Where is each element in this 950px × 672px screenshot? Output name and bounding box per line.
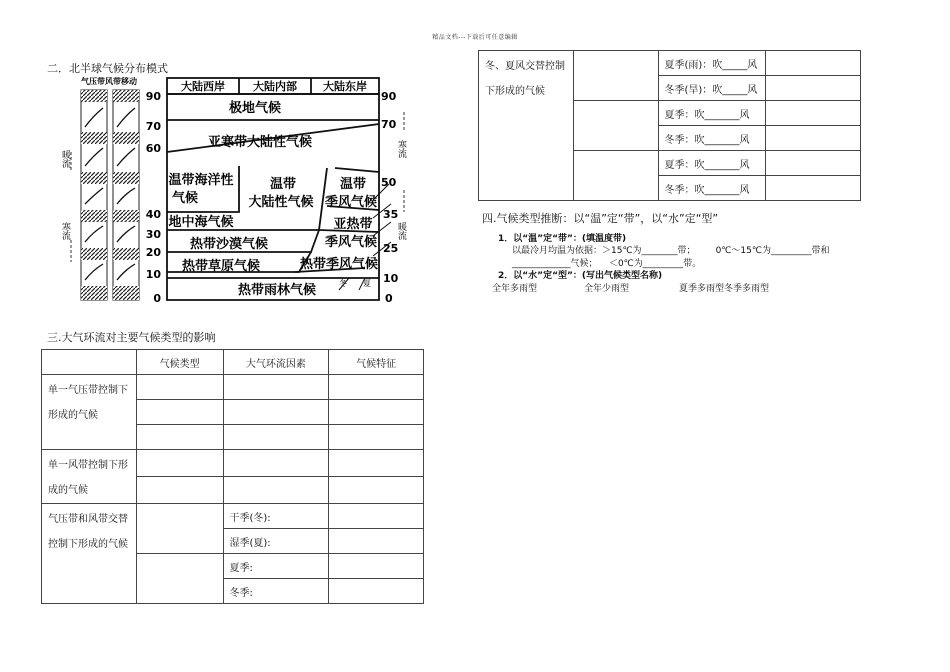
climate-savanna: 热带草原气候	[181, 259, 261, 274]
winter-label: 冬季:	[223, 579, 329, 604]
left-lat-30: 30	[145, 228, 161, 241]
climate-polar: 极地气候	[228, 101, 282, 116]
summer-label: 夏季:	[223, 554, 329, 579]
rule-2-title: 2．以“水”定“型”：(写出气候类型名称)	[498, 271, 663, 281]
left-lat-20: 20	[145, 246, 161, 259]
monsoon-r4: 冬季：吹_______风	[658, 126, 766, 151]
section-3-title: 三.大气环流对主要气候类型的影响	[47, 331, 216, 344]
right-lat-50: 50	[381, 176, 397, 189]
right-lat-70: 70	[381, 118, 397, 131]
climate-labels	[168, 79, 378, 298]
climate-distribution-diagram	[55, 72, 415, 312]
monsoon-table	[478, 50, 861, 201]
climate-subtropical-monsoon-a: 亚热带	[333, 217, 373, 232]
right-lat-90: 90	[381, 90, 397, 103]
belt-strips	[81, 90, 139, 300]
header-climate-feature: 气候特征	[329, 350, 424, 375]
summer-mark: 夏	[363, 279, 371, 288]
section-2-title: 二．北半球气候分布模式	[47, 62, 168, 75]
left-lat-60: 60	[145, 142, 161, 155]
rule-1-line-a: 以最冷月均温为依据：＞15℃为________带； 0℃～15℃为_________带和	[512, 246, 830, 256]
climate-marine-b: 气候	[171, 191, 199, 206]
climate-rainforest: 热带雨林气候	[237, 283, 317, 298]
left-lat-40: 40	[145, 208, 161, 221]
row-single-pressure: 单一气压带控制下形成的气候	[42, 375, 137, 450]
climate-tropical-monsoon: 热带季风气候	[299, 257, 379, 272]
left-cold-current-label: 寒流	[60, 222, 70, 240]
monsoon-r2: 冬季(旱)：吹_____风	[658, 76, 766, 101]
left-lat-10: 10	[145, 268, 161, 281]
left-latitude-labels	[146, 90, 162, 305]
dry-season-label: 干季(冬):	[223, 504, 329, 529]
row-alternating: 气压带和风带交替控制下形成的气候	[42, 504, 137, 604]
type-seasonal: 夏季多雨型冬季多雨型	[679, 284, 770, 294]
climate-subtropical-monsoon-b: 季风气候	[324, 235, 378, 250]
circulation-table	[41, 349, 424, 604]
right-lat-35: 35	[383, 208, 399, 221]
row-single-wind: 单一风带控制下形成的气候	[42, 450, 137, 504]
right-warm-current-label: 暖流	[396, 222, 406, 240]
header-climate-type: 气候类型	[136, 350, 223, 375]
right-lat-10: 10	[383, 272, 399, 285]
col-west-coast: 大陆西岸	[181, 80, 225, 93]
monsoon-r6: 冬季：吹_______风	[658, 176, 766, 201]
type-all-year-dry: 全年少雨型	[584, 284, 630, 294]
climate-marine-a: 温带海洋性	[168, 173, 234, 188]
col-east-coast: 大陆东岸	[323, 80, 367, 93]
section-4-title: 四.气候类型推断：以“温”定“带”，以“水”定“型”	[482, 212, 719, 225]
climate-temp-monsoon-b: 季风气候	[324, 195, 378, 210]
type-all-year-wet: 全年多雨型	[492, 284, 538, 294]
wet-season-label: 湿季(夏):	[223, 529, 329, 554]
rule-1-title: 1．以“温”定“带”：(填温度带)	[498, 234, 627, 244]
climate-temp-monsoon-a: 温带	[339, 177, 367, 192]
climate-mediterranean: 地中海气候	[168, 215, 234, 230]
belt-move-label: 气压带风带移动	[81, 77, 137, 86]
right-cold-current-label: 寒流	[396, 140, 406, 158]
right-latitude-labels	[381, 90, 399, 305]
winter-mark: 冬	[339, 279, 347, 288]
page-header: 精品文档---下载后可任意编辑	[432, 34, 518, 41]
left-warm-current-label: 暖流	[60, 150, 70, 168]
climate-subarctic: 亚寒带大陆性气候	[207, 135, 313, 150]
left-lat-90: 90	[145, 90, 161, 103]
right-lat-25: 25	[383, 242, 399, 255]
row-monsoon-alternating: 冬、夏风交替控制下形成的气候	[479, 51, 574, 201]
left-lat-70: 70	[145, 120, 161, 133]
climate-desert: 热带沙漠气候	[189, 237, 269, 252]
climate-temp-continental-b: 大陆性气候	[248, 195, 314, 210]
monsoon-r3: 夏季：吹_______风	[658, 101, 766, 126]
col-interior: 大陆内部	[253, 80, 297, 93]
right-lat-0: 0	[385, 292, 393, 305]
left-lat-0: 0	[153, 292, 161, 305]
monsoon-r1: 夏季(雨)：吹_____风	[658, 51, 766, 76]
rule-1-line-b: _____________气候； ＜0℃为_________带。	[512, 259, 702, 269]
monsoon-r5: 夏季：吹_______风	[658, 151, 766, 176]
header-circulation-factor: 大气环流因素	[223, 350, 329, 375]
climate-temp-continental-a: 温带	[269, 177, 297, 192]
